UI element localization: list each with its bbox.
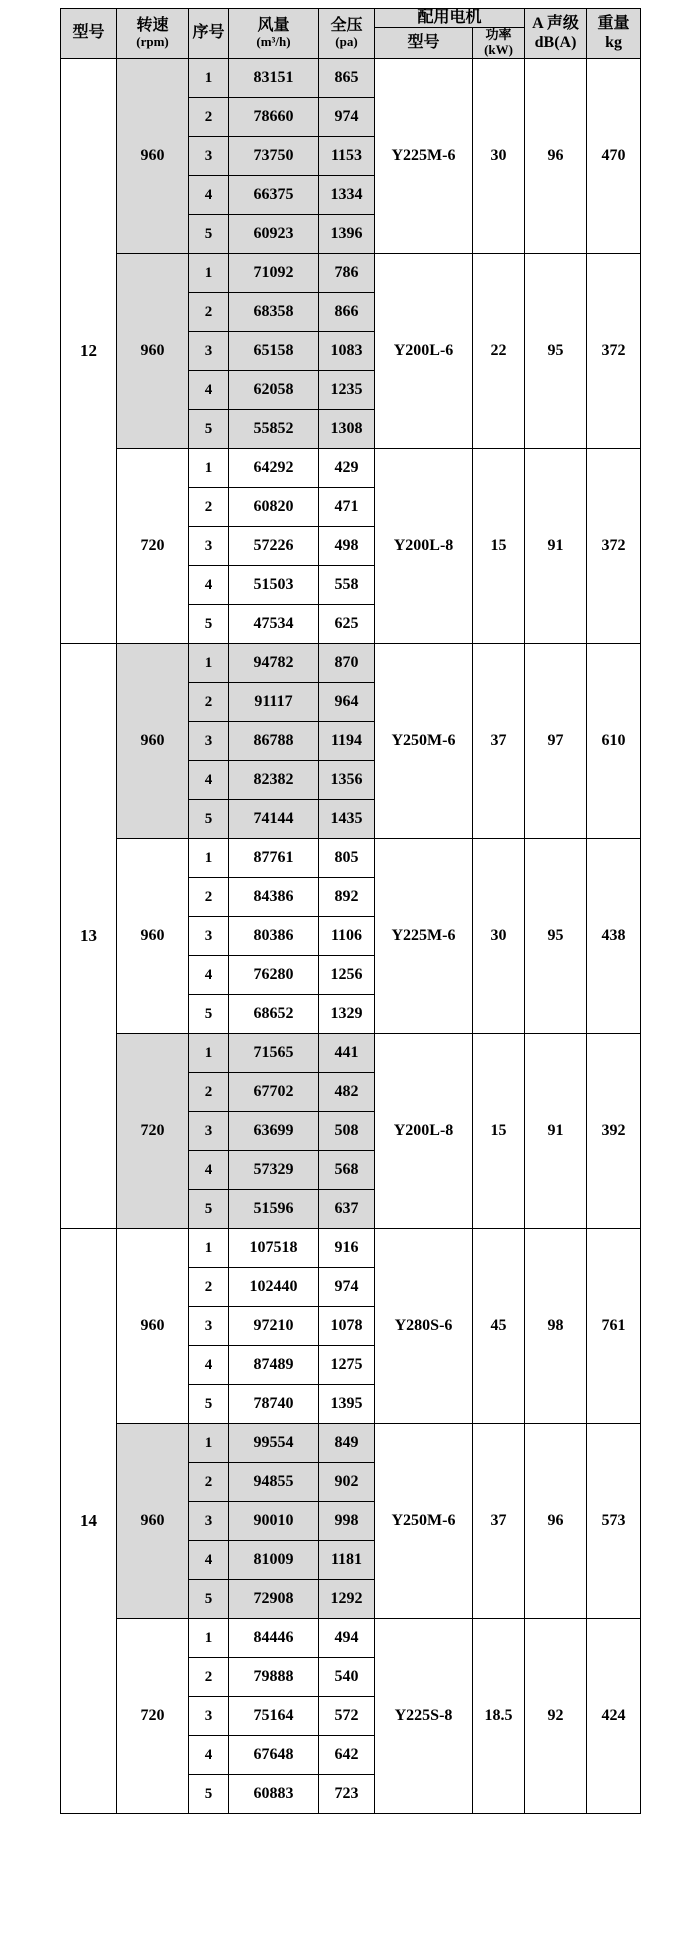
cell-seq: 2 (189, 683, 229, 722)
table-row (61, 1619, 641, 1658)
cell-motor-type: Y280S-6 (375, 1229, 473, 1424)
cell-motor-power: 22 (473, 254, 525, 449)
cell-seq: 3 (189, 332, 229, 371)
cell-seq: 2 (189, 1073, 229, 1112)
cell-motor-power: 45 (473, 1229, 525, 1424)
cell-pressure: 1256 (319, 956, 375, 995)
cell-seq: 4 (189, 1541, 229, 1580)
cell-motor-type: Y200L-8 (375, 1034, 473, 1229)
cell-pressure: 866 (319, 293, 375, 332)
cell-seq: 4 (189, 1151, 229, 1190)
cell-speed: 960 (117, 59, 189, 254)
cell-motor-type: Y200L-6 (375, 254, 473, 449)
cell-pressure: 1181 (319, 1541, 375, 1580)
cell-seq: 1 (189, 839, 229, 878)
header-speed-unit: (rpm) (136, 34, 169, 50)
header-motor-power-unit: (kW) (484, 42, 513, 58)
cell-weight: 438 (587, 839, 641, 1034)
cell-flow: 97210 (229, 1307, 319, 1346)
table-header (61, 9, 641, 59)
cell-pressure: 974 (319, 98, 375, 137)
cell-flow: 65158 (229, 332, 319, 371)
table-row (61, 254, 641, 293)
cell-flow: 83151 (229, 59, 319, 98)
cell-pressure: 964 (319, 683, 375, 722)
header-weight (587, 9, 641, 59)
cell-flow: 99554 (229, 1424, 319, 1463)
fan-specification-table (60, 8, 641, 1814)
cell-seq: 1 (189, 59, 229, 98)
cell-pressure: 642 (319, 1736, 375, 1775)
cell-flow: 67648 (229, 1736, 319, 1775)
cell-pressure: 1275 (319, 1346, 375, 1385)
cell-flow: 102440 (229, 1268, 319, 1307)
cell-pressure: 568 (319, 1151, 375, 1190)
cell-pressure: 540 (319, 1658, 375, 1697)
cell-seq: 1 (189, 449, 229, 488)
cell-pressure: 482 (319, 1073, 375, 1112)
cell-flow: 86788 (229, 722, 319, 761)
cell-seq: 4 (189, 566, 229, 605)
cell-seq: 2 (189, 293, 229, 332)
cell-seq: 4 (189, 761, 229, 800)
table-row (61, 1424, 641, 1463)
header-pressure (319, 9, 375, 59)
cell-flow: 78660 (229, 98, 319, 137)
cell-flow: 94782 (229, 644, 319, 683)
cell-speed: 960 (117, 254, 189, 449)
cell-seq: 3 (189, 1697, 229, 1736)
cell-pressure: 1395 (319, 1385, 375, 1424)
header-model (61, 9, 117, 59)
cell-seq: 5 (189, 1580, 229, 1619)
cell-seq: 5 (189, 605, 229, 644)
cell-flow: 87489 (229, 1346, 319, 1385)
cell-flow: 60883 (229, 1775, 319, 1814)
cell-seq: 4 (189, 956, 229, 995)
header-weight-unit: kg (605, 33, 622, 51)
cell-pressure: 1292 (319, 1580, 375, 1619)
table-body (61, 59, 641, 1814)
header-noise-label: A 声级 (532, 15, 579, 33)
cell-weight: 610 (587, 644, 641, 839)
header-model-line1: 型号 (72, 24, 105, 42)
cell-flow: 66375 (229, 176, 319, 215)
spec-sheet (60, 0, 640, 1814)
header-row-top (61, 9, 641, 28)
table-row (61, 1034, 641, 1073)
cell-motor-type: Y225M-6 (375, 839, 473, 1034)
cell-noise: 97 (525, 644, 587, 839)
table-row (61, 839, 641, 878)
cell-flow: 84446 (229, 1619, 319, 1658)
cell-flow: 76280 (229, 956, 319, 995)
table-row (61, 644, 641, 683)
cell-pressure: 494 (319, 1619, 375, 1658)
cell-pressure: 637 (319, 1190, 375, 1229)
cell-noise: 95 (525, 254, 587, 449)
cell-flow: 60820 (229, 488, 319, 527)
cell-flow: 64292 (229, 449, 319, 488)
cell-pressure: 1153 (319, 137, 375, 176)
cell-flow: 63699 (229, 1112, 319, 1151)
cell-flow: 82382 (229, 761, 319, 800)
cell-seq: 2 (189, 878, 229, 917)
cell-seq: 4 (189, 1736, 229, 1775)
cell-pressure: 558 (319, 566, 375, 605)
cell-seq: 3 (189, 1502, 229, 1541)
header-seq (189, 9, 229, 59)
cell-pressure: 498 (319, 527, 375, 566)
cell-pressure: 1356 (319, 761, 375, 800)
cell-flow: 71565 (229, 1034, 319, 1073)
cell-flow: 51503 (229, 566, 319, 605)
cell-speed: 720 (117, 1619, 189, 1814)
cell-flow: 73750 (229, 137, 319, 176)
header-motor-power-label: 功率 (485, 27, 512, 43)
header-flow (229, 9, 319, 59)
cell-weight: 761 (587, 1229, 641, 1424)
cell-flow: 80386 (229, 917, 319, 956)
cell-pressure: 805 (319, 839, 375, 878)
cell-speed: 960 (117, 839, 189, 1034)
header-motor-power (473, 28, 525, 59)
cell-noise: 91 (525, 449, 587, 644)
cell-seq: 3 (189, 917, 229, 956)
cell-motor-power: 30 (473, 839, 525, 1034)
cell-weight: 470 (587, 59, 641, 254)
header-motor-group: 配用电机 (375, 9, 525, 28)
header-noise-unit: dB(A) (534, 33, 577, 51)
cell-pressure: 441 (319, 1034, 375, 1073)
cell-motor-type: Y225M-6 (375, 59, 473, 254)
cell-weight: 573 (587, 1424, 641, 1619)
cell-flow: 107518 (229, 1229, 319, 1268)
cell-pressure: 1194 (319, 722, 375, 761)
cell-flow: 75164 (229, 1697, 319, 1736)
cell-pressure: 1435 (319, 800, 375, 839)
cell-motor-power: 15 (473, 1034, 525, 1229)
cell-seq: 1 (189, 644, 229, 683)
header-flow-unit: (m³/h) (256, 34, 291, 50)
cell-pressure: 1308 (319, 410, 375, 449)
cell-motor-type: Y225S-8 (375, 1619, 473, 1814)
cell-flow: 62058 (229, 371, 319, 410)
cell-pressure: 974 (319, 1268, 375, 1307)
cell-pressure: 572 (319, 1697, 375, 1736)
header-pressure-label: 全压 (330, 16, 363, 34)
cell-seq: 1 (189, 1424, 229, 1463)
table-row (61, 1229, 641, 1268)
table-row (61, 449, 641, 488)
cell-flow: 57226 (229, 527, 319, 566)
cell-noise: 92 (525, 1619, 587, 1814)
cell-seq: 5 (189, 215, 229, 254)
cell-flow: 67702 (229, 1073, 319, 1112)
cell-seq: 4 (189, 176, 229, 215)
cell-flow: 78740 (229, 1385, 319, 1424)
cell-seq: 2 (189, 98, 229, 137)
cell-pressure: 998 (319, 1502, 375, 1541)
cell-seq: 1 (189, 1229, 229, 1268)
cell-flow: 55852 (229, 410, 319, 449)
cell-speed: 720 (117, 449, 189, 644)
cell-flow: 68358 (229, 293, 319, 332)
cell-pressure: 849 (319, 1424, 375, 1463)
cell-weight: 372 (587, 449, 641, 644)
cell-weight: 372 (587, 254, 641, 449)
cell-motor-power: 37 (473, 644, 525, 839)
table-row (61, 59, 641, 98)
cell-flow: 81009 (229, 1541, 319, 1580)
cell-seq: 5 (189, 800, 229, 839)
cell-seq: 3 (189, 137, 229, 176)
cell-pressure: 1235 (319, 371, 375, 410)
cell-seq: 1 (189, 1619, 229, 1658)
cell-speed: 960 (117, 644, 189, 839)
cell-flow: 72908 (229, 1580, 319, 1619)
cell-pressure: 1083 (319, 332, 375, 371)
cell-noise: 96 (525, 1424, 587, 1619)
cell-pressure: 1334 (319, 176, 375, 215)
cell-flow: 68652 (229, 995, 319, 1034)
header-speed (117, 9, 189, 59)
cell-flow: 51596 (229, 1190, 319, 1229)
cell-speed: 720 (117, 1034, 189, 1229)
cell-flow: 57329 (229, 1151, 319, 1190)
cell-pressure: 1078 (319, 1307, 375, 1346)
cell-noise: 96 (525, 59, 587, 254)
cell-weight: 392 (587, 1034, 641, 1229)
cell-seq: 3 (189, 722, 229, 761)
cell-seq: 5 (189, 995, 229, 1034)
cell-pressure: 471 (319, 488, 375, 527)
cell-seq: 2 (189, 1268, 229, 1307)
cell-motor-type: Y250M-6 (375, 644, 473, 839)
cell-pressure: 1106 (319, 917, 375, 956)
cell-motor-power: 37 (473, 1424, 525, 1619)
cell-model: 14 (61, 1229, 117, 1814)
cell-pressure: 916 (319, 1229, 375, 1268)
cell-speed: 960 (117, 1424, 189, 1619)
cell-flow: 71092 (229, 254, 319, 293)
cell-seq: 2 (189, 1463, 229, 1502)
header-flow-label: 风量 (257, 16, 290, 34)
cell-flow: 47534 (229, 605, 319, 644)
cell-pressure: 1396 (319, 215, 375, 254)
cell-seq: 4 (189, 1346, 229, 1385)
cell-seq: 3 (189, 527, 229, 566)
cell-speed: 960 (117, 1229, 189, 1424)
header-motor-type: 型号 (375, 28, 473, 59)
cell-model: 12 (61, 59, 117, 644)
cell-pressure: 625 (319, 605, 375, 644)
cell-pressure: 870 (319, 644, 375, 683)
cell-motor-power: 18.5 (473, 1619, 525, 1814)
cell-motor-power: 15 (473, 449, 525, 644)
cell-flow: 90010 (229, 1502, 319, 1541)
cell-noise: 98 (525, 1229, 587, 1424)
cell-pressure: 723 (319, 1775, 375, 1814)
cell-pressure: 902 (319, 1463, 375, 1502)
cell-seq: 4 (189, 371, 229, 410)
cell-seq: 1 (189, 254, 229, 293)
cell-seq: 5 (189, 1190, 229, 1229)
cell-pressure: 429 (319, 449, 375, 488)
cell-seq: 5 (189, 410, 229, 449)
cell-flow: 60923 (229, 215, 319, 254)
cell-motor-power: 30 (473, 59, 525, 254)
cell-flow: 94855 (229, 1463, 319, 1502)
header-weight-label: 重量 (597, 15, 630, 33)
cell-motor-type: Y200L-8 (375, 449, 473, 644)
cell-pressure: 865 (319, 59, 375, 98)
cell-model: 13 (61, 644, 117, 1229)
header-noise (525, 9, 587, 59)
cell-pressure: 786 (319, 254, 375, 293)
cell-seq: 3 (189, 1307, 229, 1346)
cell-flow: 91117 (229, 683, 319, 722)
cell-seq: 2 (189, 1658, 229, 1697)
cell-flow: 79888 (229, 1658, 319, 1697)
cell-seq: 2 (189, 488, 229, 527)
cell-seq: 3 (189, 1112, 229, 1151)
header-seq-label: 序号 (192, 24, 225, 42)
cell-pressure: 508 (319, 1112, 375, 1151)
cell-motor-type: Y250M-6 (375, 1424, 473, 1619)
header-speed-label: 转速 (136, 16, 169, 34)
cell-flow: 74144 (229, 800, 319, 839)
cell-pressure: 1329 (319, 995, 375, 1034)
cell-seq: 5 (189, 1775, 229, 1814)
cell-noise: 95 (525, 839, 587, 1034)
cell-noise: 91 (525, 1034, 587, 1229)
cell-seq: 5 (189, 1385, 229, 1424)
header-pressure-unit: (pa) (335, 34, 358, 50)
cell-flow: 87761 (229, 839, 319, 878)
cell-pressure: 892 (319, 878, 375, 917)
cell-flow: 84386 (229, 878, 319, 917)
cell-weight: 424 (587, 1619, 641, 1814)
cell-seq: 1 (189, 1034, 229, 1073)
